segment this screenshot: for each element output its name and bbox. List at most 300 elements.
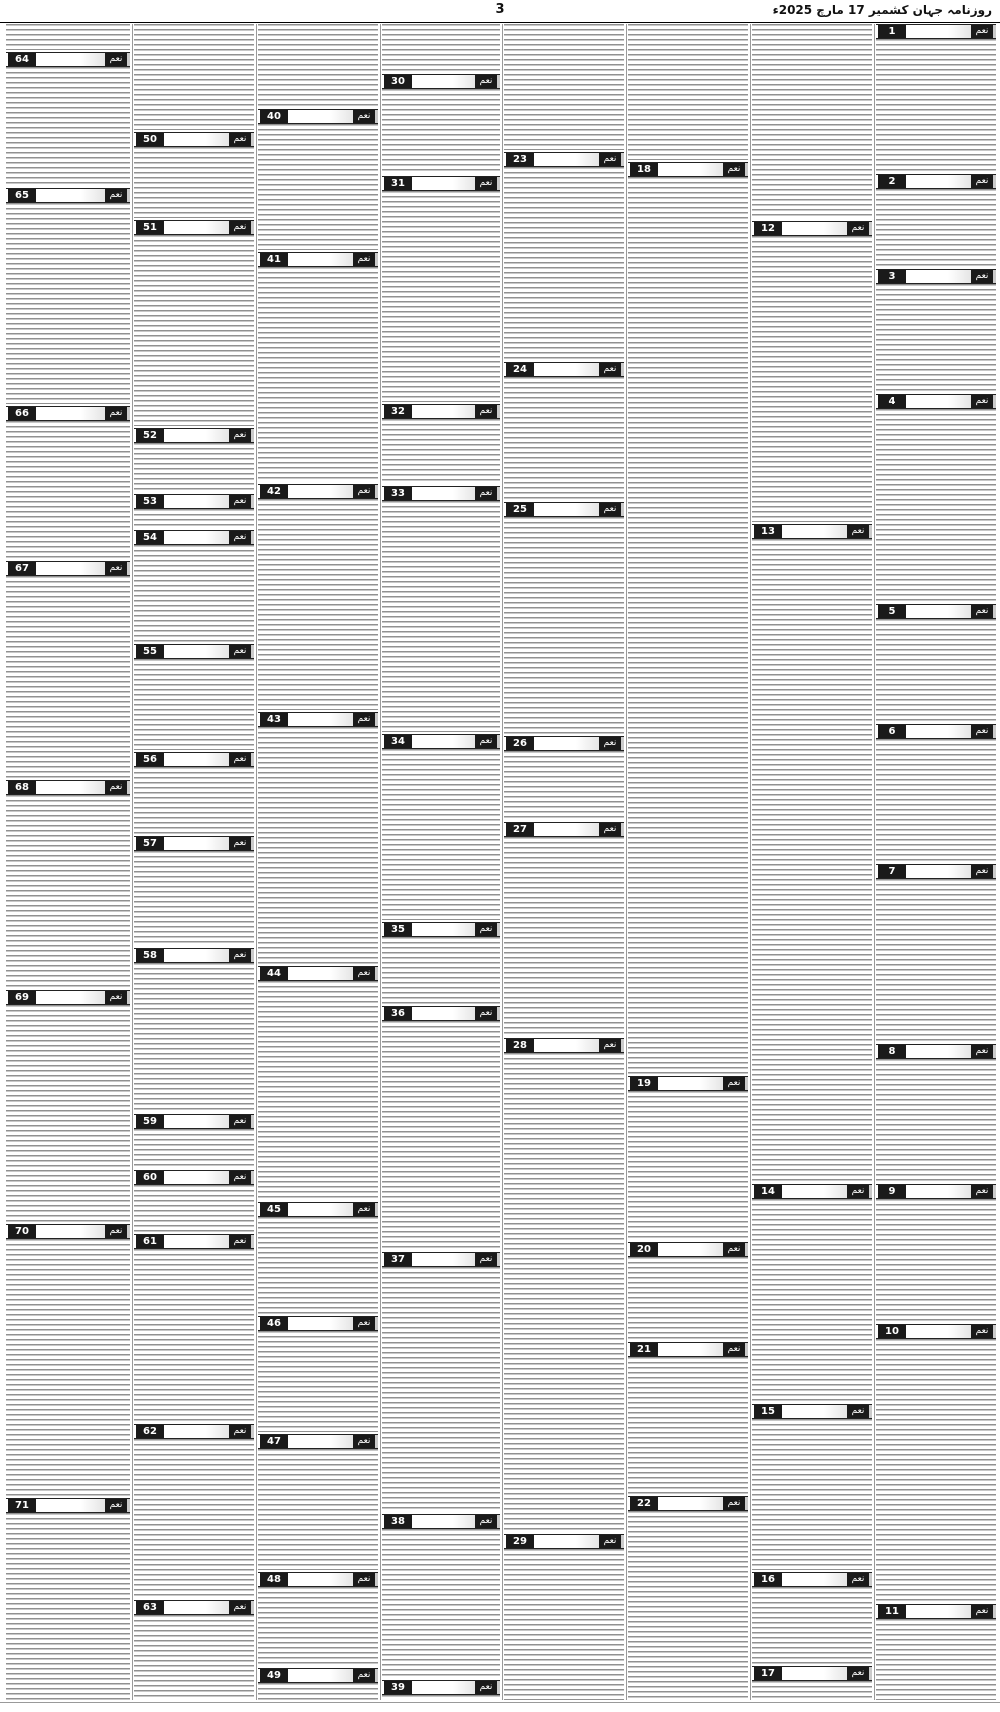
column-divider <box>380 24 381 1700</box>
page-header <box>0 0 1000 23</box>
notice-number-badge: 46 <box>260 1317 288 1330</box>
notice-number-badge: 69 <box>8 991 36 1004</box>
notice-section-label: نعم <box>599 153 621 166</box>
notice-body-text <box>504 1549 624 1700</box>
notice-section-label: نعم <box>971 1185 993 1198</box>
notice-body-text <box>876 739 996 862</box>
notice-section-label: نعم <box>229 949 251 962</box>
notice-body-text <box>382 191 500 402</box>
notice-body-text <box>628 1257 748 1340</box>
notice-section-label: نعم <box>971 605 993 618</box>
notice-header <box>752 524 872 539</box>
notice-header <box>258 1316 378 1331</box>
notice-section-label: نعم <box>475 1007 497 1020</box>
notice-number-badge: 19 <box>630 1077 658 1090</box>
notice-number-badge: 24 <box>506 363 534 376</box>
notice-number-badge: 28 <box>506 1039 534 1052</box>
column-3 <box>628 24 748 1700</box>
notice-number-badge: 56 <box>136 753 164 766</box>
column-8 <box>6 24 130 1700</box>
notice-body-text <box>382 1021 500 1250</box>
notice-body-text <box>134 235 254 426</box>
notice-body-text <box>134 1129 254 1168</box>
notice-number-badge: 10 <box>878 1325 906 1338</box>
notice-number-badge: 59 <box>136 1115 164 1128</box>
notice-section-label: نعم <box>105 781 127 794</box>
notice-header <box>752 221 872 236</box>
notice-section-label: نعم <box>475 735 497 748</box>
notice-body-text <box>382 501 500 732</box>
notice-header <box>6 1498 130 1513</box>
notice-body-text <box>134 1615 254 1700</box>
notice-number-badge: 51 <box>136 221 164 234</box>
notice-body-text <box>504 517 624 734</box>
notice-body-text <box>6 576 130 778</box>
notice-body-text <box>134 767 254 834</box>
notice-header <box>382 922 500 937</box>
notice-header <box>134 1234 254 1249</box>
notice-body-text <box>134 147 254 218</box>
notice-number-badge: 22 <box>630 1497 658 1510</box>
notice-section-label: نعم <box>475 177 497 190</box>
notice-header <box>876 604 996 619</box>
notice-number-badge: 20 <box>630 1243 658 1256</box>
notice-number-badge: 65 <box>8 189 36 202</box>
notice-header <box>752 1404 872 1419</box>
notice-body-text <box>876 1199 996 1322</box>
notice-body-text <box>134 509 254 528</box>
notice-number-badge: 18 <box>630 163 658 176</box>
notice-body-text <box>628 1357 748 1494</box>
notice-body-text <box>382 937 500 1004</box>
notice-section-label: نعم <box>847 1405 869 1418</box>
column-1 <box>876 24 996 1700</box>
notice-body-text <box>6 1239 130 1496</box>
notice-section-label: نعم <box>229 1601 251 1614</box>
notice-number-badge: 4 <box>878 395 906 408</box>
notice-header <box>876 394 996 409</box>
notice-header <box>876 1044 996 1059</box>
column-7 <box>134 24 254 1700</box>
footer-rule <box>0 1702 1000 1703</box>
notice-number-badge: 14 <box>754 1185 782 1198</box>
notice-header <box>258 966 378 981</box>
notice-header <box>6 561 130 576</box>
notice-body-text <box>752 539 872 1182</box>
notice-body-text <box>752 24 872 219</box>
classified-notices-grid <box>4 24 996 1700</box>
notice-header <box>382 486 500 501</box>
notice-section-label: نعم <box>599 1039 621 1052</box>
notice-number-badge: 71 <box>8 1499 36 1512</box>
notice-section-label: نعم <box>229 1171 251 1184</box>
notice-body-text <box>258 499 378 710</box>
notice-number-badge: 30 <box>384 75 412 88</box>
notice-number-badge: 25 <box>506 503 534 516</box>
notice-section-label: نعم <box>847 222 869 235</box>
notice-body-text <box>382 419 500 484</box>
notice-number-badge: 40 <box>260 110 288 123</box>
notice-number-badge: 7 <box>878 865 906 878</box>
notice-body-text <box>752 1587 872 1664</box>
masthead-dateline: روزنامہ جہان کشمیر 17 مارچ 2025ء <box>772 3 992 17</box>
notice-header <box>134 836 254 851</box>
notice-section-label: نعم <box>847 1573 869 1586</box>
notice-section-label: نعم <box>229 531 251 544</box>
notice-body-text <box>876 189 996 267</box>
notice-section-label: نعم <box>105 407 127 420</box>
notice-section-label: نعم <box>475 1515 497 1528</box>
notice-number-badge: 53 <box>136 495 164 508</box>
notice-section-label: نعم <box>353 110 375 123</box>
notice-header <box>6 990 130 1005</box>
notice-body-text <box>628 1091 748 1240</box>
notice-header <box>134 428 254 443</box>
notice-body-text <box>504 167 624 360</box>
notice-body-text <box>504 1053 624 1532</box>
notice-header <box>6 188 130 203</box>
notice-number-badge: 3 <box>878 270 906 283</box>
notice-section-label: نعم <box>229 753 251 766</box>
notice-body-text <box>628 177 748 1074</box>
notice-number-badge: 27 <box>506 823 534 836</box>
notice-number-badge: 50 <box>136 133 164 146</box>
notice-number-badge: 60 <box>136 1171 164 1184</box>
notice-number-badge: 29 <box>506 1535 534 1548</box>
notice-header <box>6 1224 130 1239</box>
column-divider <box>874 24 875 1700</box>
notice-section-label: نعم <box>105 562 127 575</box>
notice-section-label: نعم <box>353 1435 375 1448</box>
column-4 <box>504 24 624 1700</box>
notice-body-text <box>134 659 254 750</box>
notice-number-badge: 1 <box>878 25 906 38</box>
notice-header <box>504 362 624 377</box>
column-divider <box>256 24 257 1700</box>
notice-section-label: نعم <box>847 525 869 538</box>
notice-header <box>134 1424 254 1439</box>
notice-number-badge: 43 <box>260 713 288 726</box>
notice-number-badge: 16 <box>754 1573 782 1586</box>
notice-body-text <box>134 1185 254 1232</box>
notice-body-text <box>876 1619 996 1700</box>
notice-header <box>258 109 378 124</box>
notice-body-text <box>258 981 378 1200</box>
notice-header <box>382 404 500 419</box>
notice-number-badge: 26 <box>506 737 534 750</box>
notice-section-label: نعم <box>971 725 993 738</box>
notice-section-label: نعم <box>847 1185 869 1198</box>
notice-section-label: نعم <box>105 1225 127 1238</box>
notice-number-badge: 6 <box>878 725 906 738</box>
column-divider <box>502 24 503 1700</box>
notice-section-label: نعم <box>599 737 621 750</box>
notice-body-text <box>752 236 872 522</box>
notice-number-badge: 42 <box>260 485 288 498</box>
notice-header <box>134 220 254 235</box>
notice-number-badge: 67 <box>8 562 36 575</box>
notice-number-badge: 35 <box>384 923 412 936</box>
notice-header <box>628 1242 748 1257</box>
notice-header <box>134 494 254 509</box>
column-divider <box>750 24 751 1700</box>
notice-number-badge: 68 <box>8 781 36 794</box>
notice-section-label: نعم <box>971 395 993 408</box>
notice-header <box>504 502 624 517</box>
notice-body-text <box>258 1449 378 1570</box>
notice-header <box>876 724 996 739</box>
column-2 <box>752 24 872 1700</box>
column-divider <box>132 24 133 1700</box>
notice-header <box>134 132 254 147</box>
notice-header <box>6 406 130 421</box>
notice-section-label: نعم <box>723 1343 745 1356</box>
notice-number-badge: 70 <box>8 1225 36 1238</box>
notice-header <box>876 1324 996 1339</box>
notice-section-label: نعم <box>229 495 251 508</box>
notice-header <box>752 1666 872 1681</box>
notice-section-label: نعم <box>353 1669 375 1682</box>
notice-section-label: نعم <box>971 865 993 878</box>
notice-section-label: نعم <box>105 189 127 202</box>
notice-section-label: نعم <box>353 1203 375 1216</box>
notice-body-text <box>504 837 624 1036</box>
notice-number-badge: 9 <box>878 1185 906 1198</box>
notice-number-badge: 52 <box>136 429 164 442</box>
notice-body-text <box>752 1419 872 1570</box>
notice-section-label: نعم <box>971 1605 993 1618</box>
notice-body-text <box>134 1439 254 1598</box>
notice-section-label: نعم <box>599 363 621 376</box>
notice-body-text <box>382 1267 500 1512</box>
notice-number-badge: 15 <box>754 1405 782 1418</box>
notice-section-label: نعم <box>475 405 497 418</box>
notice-number-badge: 23 <box>506 153 534 166</box>
notice-header <box>504 152 624 167</box>
notice-header <box>876 864 996 879</box>
notice-header <box>258 484 378 499</box>
notice-header <box>752 1184 872 1199</box>
notice-number-badge: 12 <box>754 222 782 235</box>
notice-header <box>628 162 748 177</box>
notice-number-badge: 41 <box>260 253 288 266</box>
notice-body-text <box>382 1529 500 1678</box>
notice-body-text <box>258 1331 378 1432</box>
notice-body-text <box>752 1681 872 1700</box>
notice-section-label: نعم <box>971 25 993 38</box>
column-divider <box>626 24 627 1700</box>
notice-header <box>876 269 996 284</box>
notice-header <box>6 52 130 67</box>
notice-header <box>382 74 500 89</box>
notice-header <box>134 752 254 767</box>
notice-number-badge: 48 <box>260 1573 288 1586</box>
notice-header <box>258 1668 378 1683</box>
notice-header <box>134 530 254 545</box>
notice-header <box>876 1604 996 1619</box>
notice-header <box>382 176 500 191</box>
notice-number-badge: 47 <box>260 1435 288 1448</box>
notice-header <box>258 1202 378 1217</box>
notice-header <box>876 1184 996 1199</box>
notice-header <box>382 1252 500 1267</box>
notice-header <box>258 712 378 727</box>
notice-section-label: نعم <box>105 1499 127 1512</box>
notice-body-text <box>258 24 378 107</box>
notice-section-label: نعم <box>353 713 375 726</box>
notice-section-label: نعم <box>229 837 251 850</box>
notice-header <box>134 644 254 659</box>
notice-header <box>134 948 254 963</box>
notice-section-label: نعم <box>353 253 375 266</box>
notice-body-text <box>504 751 624 820</box>
notice-number-badge: 31 <box>384 177 412 190</box>
notice-number-badge: 45 <box>260 1203 288 1216</box>
notice-section-label: نعم <box>847 1667 869 1680</box>
notice-body-text <box>382 24 500 72</box>
notice-number-badge: 54 <box>136 531 164 544</box>
notice-header <box>382 734 500 749</box>
notice-number-badge: 61 <box>136 1235 164 1248</box>
notice-section-label: نعم <box>229 645 251 658</box>
notice-header <box>504 822 624 837</box>
notice-header <box>382 1514 500 1529</box>
notice-section-label: نعم <box>229 1235 251 1248</box>
page-number: 3 <box>495 2 505 17</box>
notice-body-text <box>628 24 748 160</box>
notice-number-badge: 44 <box>260 967 288 980</box>
notice-number-badge: 2 <box>878 175 906 188</box>
notice-header <box>382 1680 500 1695</box>
notice-number-badge: 21 <box>630 1343 658 1356</box>
notice-header <box>504 1534 624 1549</box>
notice-number-badge: 13 <box>754 525 782 538</box>
notice-body-text <box>134 24 254 130</box>
notice-number-badge: 33 <box>384 487 412 500</box>
notice-body-text <box>258 1683 378 1700</box>
notice-body-text <box>258 267 378 482</box>
notice-body-text <box>876 619 996 722</box>
notice-body-text <box>6 421 130 559</box>
notice-section-label: نعم <box>229 221 251 234</box>
notice-number-badge: 39 <box>384 1681 412 1694</box>
notice-section-label: نعم <box>229 1425 251 1438</box>
notice-section-label: نعم <box>723 1243 745 1256</box>
notice-body-text <box>134 851 254 946</box>
notice-body-text <box>258 1587 378 1666</box>
notice-number-badge: 63 <box>136 1601 164 1614</box>
notice-body-text <box>628 1511 748 1700</box>
notice-number-badge: 11 <box>878 1605 906 1618</box>
notice-section-label: نعم <box>971 270 993 283</box>
notice-header <box>134 1114 254 1129</box>
notice-number-badge: 64 <box>8 53 36 66</box>
notice-header <box>258 1434 378 1449</box>
notice-body-text <box>504 377 624 500</box>
notice-body-text <box>876 879 996 1042</box>
notice-body-text <box>134 963 254 1112</box>
notice-number-badge: 58 <box>136 949 164 962</box>
notice-body-text <box>876 1339 996 1602</box>
notice-body-text <box>6 67 130 186</box>
notice-body-text <box>6 203 130 404</box>
notice-body-text <box>258 124 378 250</box>
notice-section-label: نعم <box>475 1253 497 1266</box>
notice-header <box>504 736 624 751</box>
notice-number-badge: 8 <box>878 1045 906 1058</box>
notice-header <box>258 1572 378 1587</box>
notice-number-badge: 5 <box>878 605 906 618</box>
notice-number-badge: 34 <box>384 735 412 748</box>
notice-section-label: نعم <box>971 1045 993 1058</box>
notice-section-label: نعم <box>475 75 497 88</box>
notice-body-text <box>134 443 254 492</box>
notice-section-label: نعم <box>353 485 375 498</box>
notice-section-label: نعم <box>723 163 745 176</box>
notice-body-text <box>258 727 378 964</box>
notice-header <box>134 1600 254 1615</box>
notice-body-text <box>6 1005 130 1222</box>
notice-header <box>752 1572 872 1587</box>
notice-body-text <box>876 284 996 392</box>
notice-number-badge: 17 <box>754 1667 782 1680</box>
notice-section-label: نعم <box>723 1497 745 1510</box>
notice-number-badge: 66 <box>8 407 36 420</box>
notice-header <box>258 252 378 267</box>
notice-section-label: نعم <box>723 1077 745 1090</box>
notice-number-badge: 36 <box>384 1007 412 1020</box>
notice-header <box>6 780 130 795</box>
notice-header <box>628 1342 748 1357</box>
notice-section-label: نعم <box>599 823 621 836</box>
notice-body-text <box>6 1513 130 1700</box>
notice-body-text <box>876 39 996 172</box>
column-5 <box>382 24 500 1700</box>
notice-body-text <box>134 1249 254 1422</box>
notice-body-text <box>382 749 500 920</box>
notice-section-label: نعم <box>599 503 621 516</box>
notice-section-label: نعم <box>971 175 993 188</box>
notice-header <box>628 1076 748 1091</box>
notice-section-label: نعم <box>105 991 127 1004</box>
notice-section-label: نعم <box>229 133 251 146</box>
notice-header <box>382 1006 500 1021</box>
notice-number-badge: 49 <box>260 1669 288 1682</box>
notice-number-badge: 62 <box>136 1425 164 1438</box>
notice-number-badge: 57 <box>136 837 164 850</box>
notice-body-text <box>382 89 500 174</box>
notice-section-label: نعم <box>475 487 497 500</box>
notice-section-label: نعم <box>475 923 497 936</box>
notice-number-badge: 37 <box>384 1253 412 1266</box>
notice-section-label: نعم <box>353 1573 375 1586</box>
notice-header <box>504 1038 624 1053</box>
notice-header <box>876 24 996 39</box>
notice-body-text <box>258 1217 378 1314</box>
notice-body-text <box>6 24 130 50</box>
notice-header <box>876 174 996 189</box>
notice-header <box>134 1170 254 1185</box>
notice-number-badge: 38 <box>384 1515 412 1528</box>
notice-section-label: نعم <box>475 1681 497 1694</box>
notice-body-text <box>876 1059 996 1182</box>
notice-body-text <box>504 24 624 150</box>
notice-section-label: نعم <box>105 53 127 66</box>
notice-section-label: نعم <box>229 429 251 442</box>
notice-section-label: نعم <box>353 1317 375 1330</box>
notice-body-text <box>876 409 996 602</box>
notice-body-text <box>382 1695 500 1700</box>
